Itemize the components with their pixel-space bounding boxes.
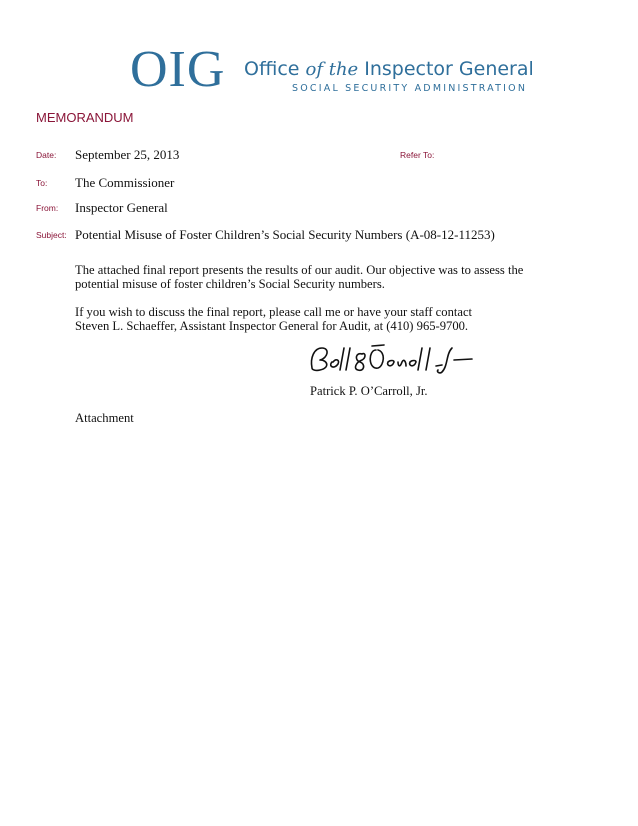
subject-label: Subject: — [36, 230, 67, 240]
logo-title — [244, 58, 534, 81]
logo-mark: OIG — [130, 41, 226, 98]
attachment-label: Attachment — [75, 411, 134, 425]
body-paragraph-2-line-1: If you wish to discuss the final report, please call me or have your staff contact — [75, 305, 473, 319]
body-paragraph-2-line-2: Steven L. Schaeffer, Assistant Inspector General for Audit, at (410) 965-9700. — [75, 319, 469, 333]
body-paragraph-2 — [75, 305, 545, 333]
memorandum-heading: MEMORANDUM — [36, 110, 134, 125]
to-value: The Commissioner — [75, 175, 175, 190]
refer-to-label: Refer To: — [400, 150, 435, 160]
from-value: Inspector General — [75, 200, 168, 215]
handwritten-signature — [306, 340, 476, 385]
logo-title-of-the: of the — [305, 59, 359, 80]
to-label: To: — [36, 178, 48, 188]
body-paragraph-1: The attached final report presents the results of our audit. Our objective was to assess the potential misuse of foster children’s Social Security numbers. — [75, 263, 524, 291]
subject-value: Potential Misuse of Foster Children’s Social Security Numbers (A-08-12-11253) — [75, 227, 495, 242]
logo-subtitle: SOCIAL SECURITY ADMINISTRATION — [292, 83, 528, 94]
date-value: September 25, 2013 — [75, 147, 180, 162]
logo-title-prefix: Office — [244, 58, 306, 80]
logo-title-suffix: Inspector General — [358, 58, 534, 80]
signer-name: Patrick P. O’Carroll, Jr. — [310, 384, 428, 398]
from-label: From: — [36, 203, 59, 213]
date-label: Date: — [36, 150, 57, 160]
